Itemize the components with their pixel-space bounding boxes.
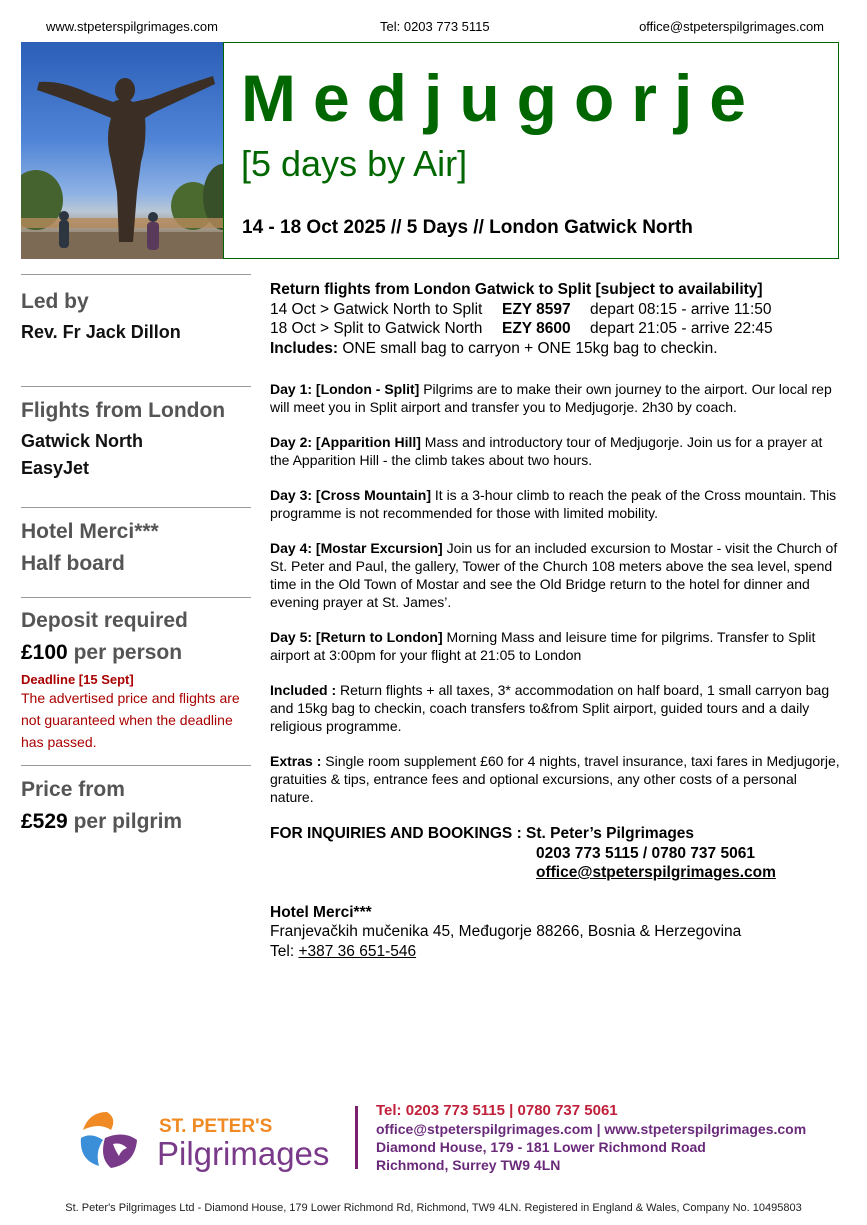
hotel-phone-row [270,942,840,962]
bookings-heading: FOR INQUIRIES AND BOOKINGS : St. Peter’s Pilgrimages [270,825,695,842]
price-unit: per pilgrim [73,810,183,833]
hotel-name: Hotel Merci*** [21,520,159,543]
day-title: Day 3: [Cross Mountain] [270,487,432,503]
included-label: Included : [270,682,337,698]
extras-section [270,752,840,806]
page-title: Medjugorje [241,61,764,135]
included-text: Return flights + all taxes, 3* accommodation on half board, 1 small carryon bag and 15kg bag to checkin, coach transfers to&from Split airport, guided tours and a daily religious programme. [270,682,830,734]
divider [21,386,251,387]
deposit-amount [21,642,251,663]
flight-times: depart 21:05 - arrive 22:45 [590,320,773,337]
flights-label: Flights from London [21,399,226,422]
hotel-info-name: Hotel Merci*** [270,903,372,921]
day-text: Pilgrims are to make their own journey to the airport. Our local rep will meet you in Split airport and transfer you to Medjugorje. 2h30 by coach. [270,381,832,415]
departure-airport: Gatwick North [21,431,144,451]
trip-dates: 14 - 18 Oct 2025 // 5 Days // London Gatwick North [242,217,693,238]
divider [21,765,251,766]
logo-mark-icon [77,1108,367,1178]
top-contact-bar [0,19,867,37]
website-link[interactable]: www.stpeterspilgrimages.com [46,19,218,34]
day-text: It is a 3-hour climb to reach the peak of the Cross mountain. This programme is not recommended for those with limited mobility. [270,487,837,521]
footer-phones: Tel: 0203 773 5115 | 0780 737 5061 [376,1102,618,1119]
itinerary-day-4 [270,539,840,611]
itinerary-day-2 [270,433,840,469]
extras-text: Single room supplement £60 for 4 nights, travel insurance, taxi fares in Medjugorje, gratuities & tips, entrance fees and optional excursions, any other costs of a personal nature. [270,753,840,805]
flight-row [270,319,840,339]
flight-times: depart 08:15 - arrive 11:50 [590,300,772,318]
led-by-label: Led by [21,290,89,313]
day-title: Day 4: [Mostar Excursion] [270,540,443,556]
includes-line [270,339,840,359]
itinerary-day-5 [270,628,840,664]
deposit-label: Deposit required [21,609,188,632]
included-section [270,681,840,735]
divider [21,597,251,598]
includes-text: ONE small bag to carryon + ONE 15kg bag to checkin. [338,339,718,357]
price-label: Price from [21,778,125,801]
brand-logo [77,1108,367,1178]
bookings-email-row [270,863,840,883]
deadline-label: Deadline [15 Sept] [21,672,134,687]
day-title: Day 5: [Return to London] [270,629,443,645]
day-title: Day 2: [Apparition Hill] [270,434,421,450]
hotel-phone-link[interactable]: +387 36 651-546 [298,942,417,960]
airline-name: EasyJet [21,458,90,478]
day-text: Morning Mass and leisure time for pilgrims. Transfer to Split airport at 3:00pm for your flight at 21:05 to London [270,629,816,663]
logo-line2: Pilgrimages [157,1135,330,1172]
divider [21,274,251,275]
deposit-unit: per person [73,641,183,664]
footer-address-1: Diamond House, 179 - 181 Lower Richmond Road [376,1139,706,1155]
page-subtitle: [5 days by Air] [241,143,468,184]
sidebar [21,274,251,832]
title-box [223,42,839,259]
hotel-address: Franjevačkih mučenika 45, Međugorje 88266, Bosnia & Herzegovina [270,923,742,940]
price-value: £529 [21,810,68,833]
flight-route: 18 Oct > Split to Gatwick North [270,320,483,337]
flight-code: EZY 8600 [502,320,571,337]
statue-figure [21,42,224,259]
flights-heading: Return flights from London Gatwick to Split [subject to availability] [270,281,763,298]
hero-photo [21,42,224,259]
legal-footer: St. Peter's Pilgrimages Ltd - Diamond House, 179 Lower Richmond Rd, Richmond, TW9 4LN. Registered in England & Wales, Company No. 10495803 [65,1202,802,1214]
hotel-tel-label: Tel: [270,942,299,960]
footer-divider [355,1106,358,1169]
flight-code: EZY 8597 [502,300,571,318]
bookings-email-link[interactable]: office@stpeterspilgrimages.com [536,864,776,881]
footer-address-2: Richmond, Surrey TW9 4LN [376,1157,561,1173]
price-amount [21,811,251,832]
phone-text: Tel: 0203 773 5115 [380,19,490,34]
includes-label: Includes: [270,339,339,357]
email-link[interactable]: office@stpeterspilgrimages.com [639,19,824,34]
day-text: Mass and introductory tour of Medjugorje. Join us for a prayer at the Apparition Hill - the climb takes about two hours. [270,434,823,468]
divider [21,507,251,508]
board-type: Half board [21,552,125,575]
footer-email-web[interactable]: office@stpeterspilgrimages.com | www.stpeterspilgrimages.com [376,1121,807,1137]
bookings-phones: 0203 773 5115 / 0780 737 5061 [536,844,755,862]
deadline-note: The advertised price and flights are not guaranteed when the deadline has passed. [21,690,240,750]
extras-label: Extras : [270,753,322,769]
logo-line1: ST. PETER'S [159,1116,273,1137]
deposit-value: £100 [21,641,68,664]
day-title: Day 1: [London - Split] [270,381,420,397]
day-text: Join us for an included excursion to Mostar - visit the Church of St. Peter and Paul, the gallery, Tower of the Church 108 meters above the sea level, spend time in the Old Town of Mostar and see the Old Bridge return to the hotel for dinner and evening prayer at St. James’. [270,540,838,610]
flight-row [270,300,840,320]
flight-route: 14 Oct > Gatwick North to Split [270,300,483,318]
main-content [270,280,840,961]
footer-contact [376,1102,806,1174]
leader-name: Rev. Fr Jack Dillon [21,322,181,342]
itinerary-day-1 [270,380,840,416]
itinerary-day-3 [270,486,840,522]
